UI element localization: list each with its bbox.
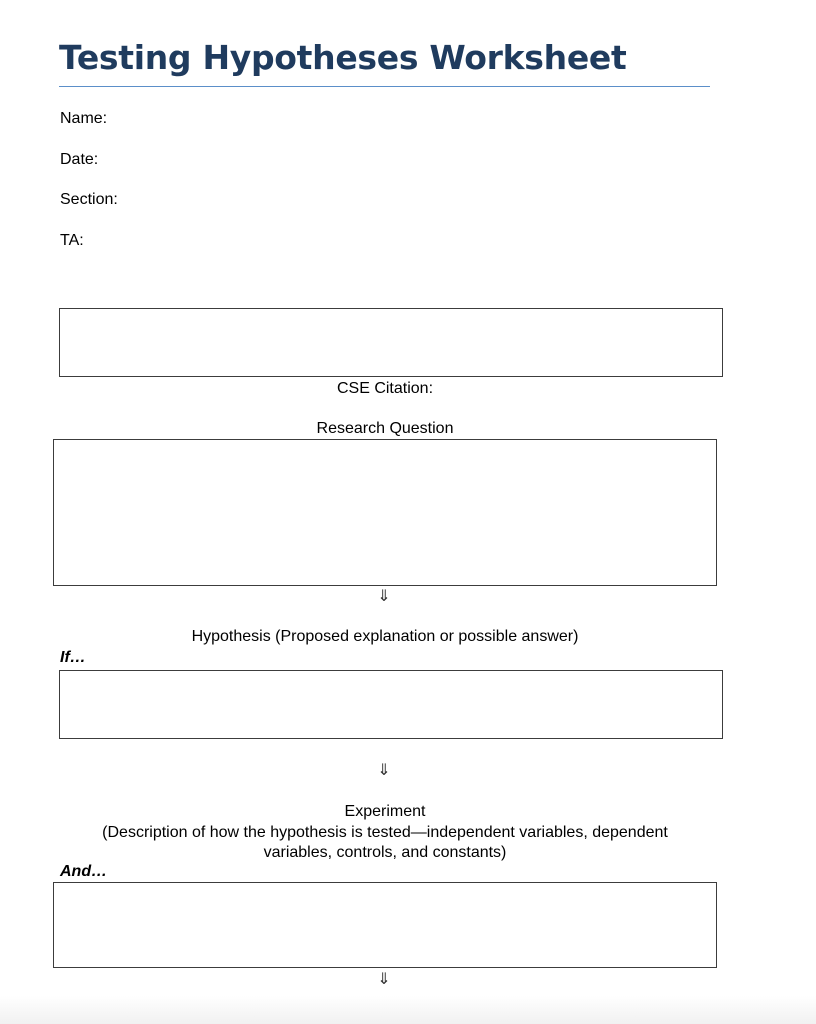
experiment-box[interactable] [53, 882, 717, 968]
experiment-description-line-2: variables, controls, and constants) [263, 844, 507, 861]
title-divider [59, 86, 710, 87]
date-label: Date: [60, 151, 99, 168]
and-lead-text: And… [60, 863, 108, 880]
page-title: Testing Hypotheses Worksheet [59, 38, 627, 77]
name-label: Name: [60, 110, 108, 127]
research-question-label: Research Question [316, 420, 454, 437]
ta-label: TA: [60, 232, 84, 249]
down-arrow-icon: ⇓ [377, 760, 391, 779]
citation-box[interactable] [59, 308, 723, 377]
citation-label: CSE Citation: [336, 380, 434, 397]
down-arrow-icon: ⇓ [377, 586, 391, 605]
page-bottom-shade [0, 996, 816, 1024]
hypothesis-label: Hypothesis (Proposed explanation or possible answer) [191, 628, 579, 645]
research-question-box[interactable] [53, 439, 717, 586]
section-label: Section: [60, 191, 118, 208]
down-arrow-icon: ⇓ [377, 969, 391, 988]
experiment-description-line-1: (Description of how the hypothesis is tested—independent variables, dependent [102, 823, 668, 841]
experiment-label: Experiment [344, 803, 426, 820]
if-lead-text: If… [60, 649, 86, 666]
hypothesis-box[interactable] [59, 670, 723, 739]
experiment-heading [40, 802, 730, 864]
